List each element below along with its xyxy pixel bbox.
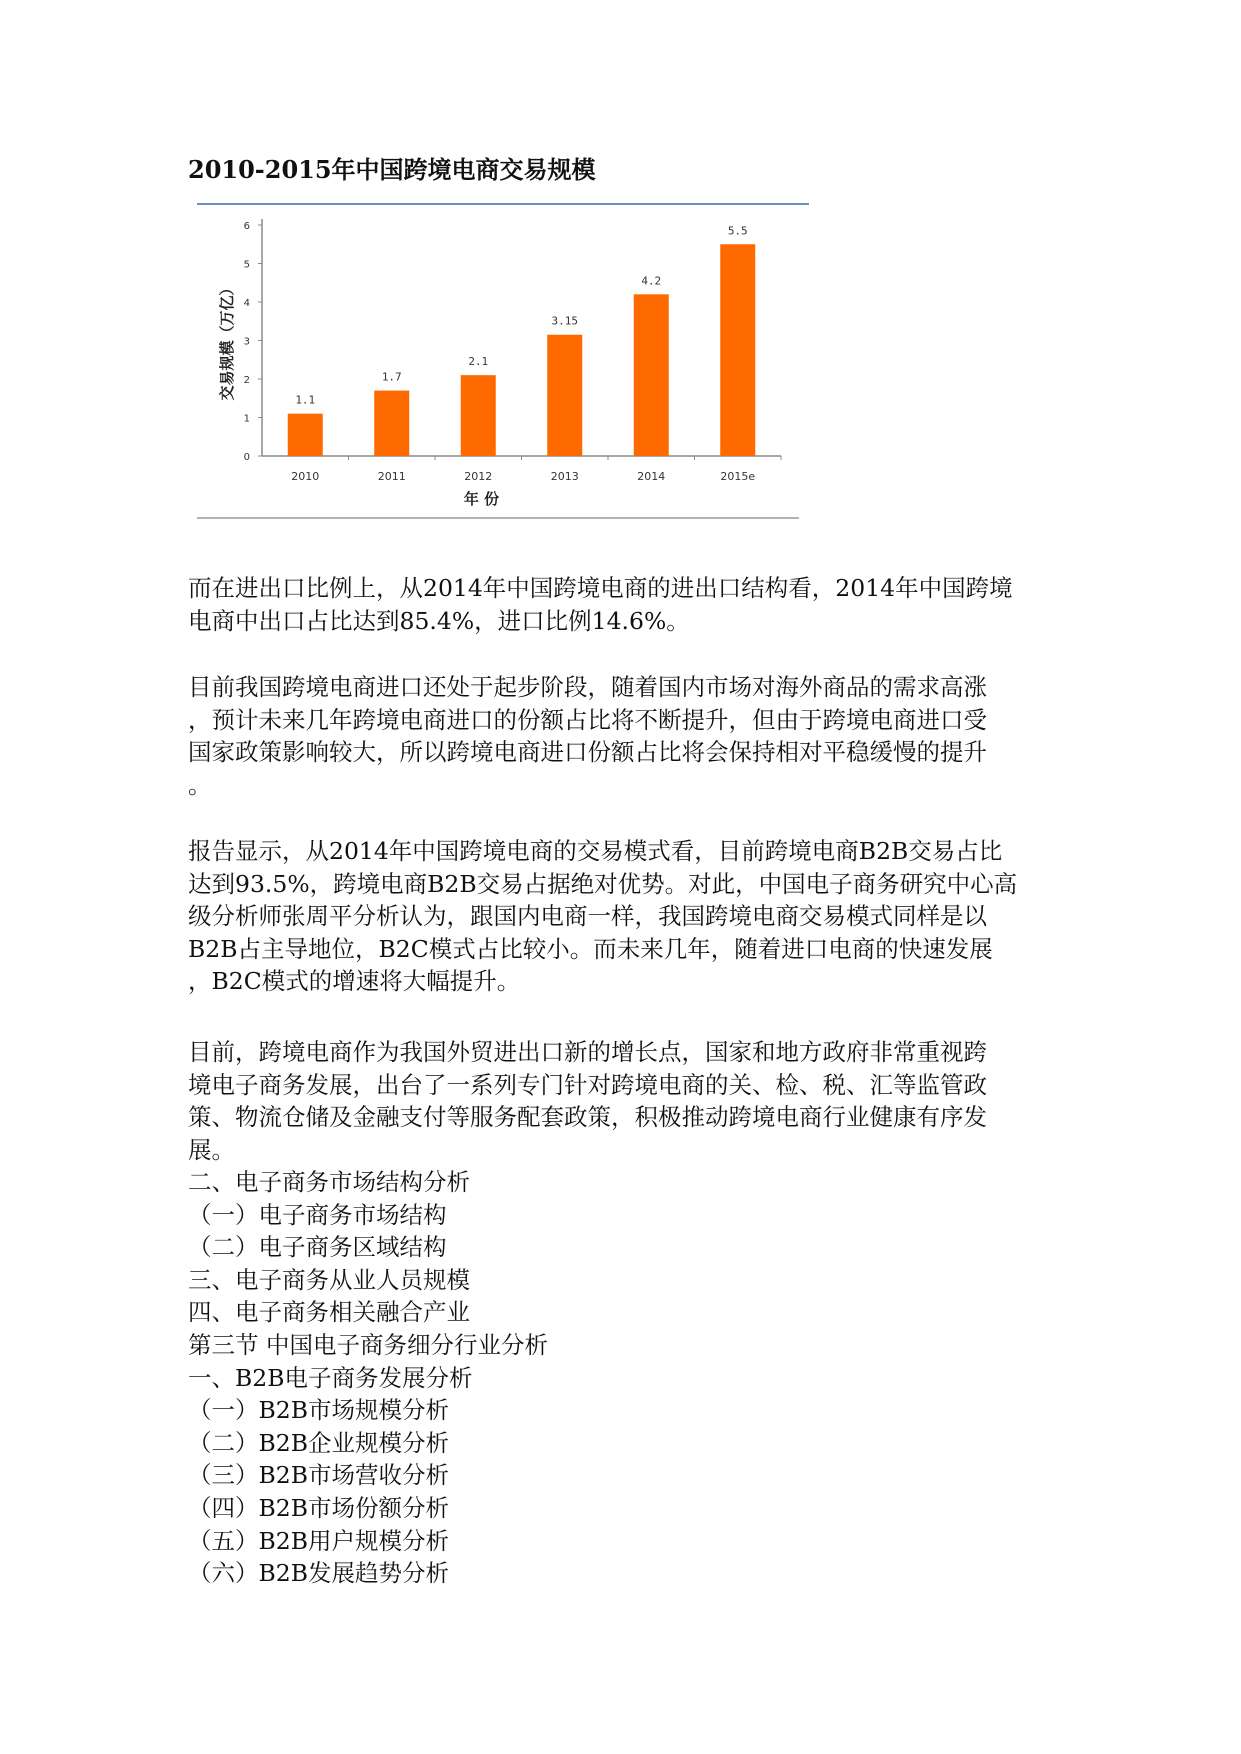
x-tick-label: 2011: [377, 470, 406, 483]
outline-item: 二、电子商务市场结构分析: [188, 1168, 470, 1196]
paragraph-line: 。: [188, 770, 212, 799]
bar-2011: [374, 391, 409, 456]
bar-data-label: 4.2: [641, 274, 662, 288]
outline-item: （四）B2B市场份额分析: [188, 1493, 449, 1522]
paragraph-3: [188, 835, 1068, 998]
paragraph-line: 展。: [188, 1135, 235, 1164]
x-tick-label: 2014: [637, 470, 666, 483]
paragraph-1: [188, 572, 1068, 637]
outline-item: 第三节 中国电子商务细分行业分析: [188, 1330, 548, 1359]
bar-2012: [461, 375, 496, 456]
y-tick-label: 2: [243, 375, 250, 386]
paragraph-line: ，预计未来几年跨境电商进口的份额占比将不断提升，但由于跨境电商进口受: [188, 705, 987, 734]
paragraph-line: 策、物流仓储及金融支付等服务配套政策，积极推动跨境电商行业健康有序发: [188, 1103, 987, 1131]
outline-item: （一）电子商务市场结构: [188, 1200, 447, 1229]
paragraph-line: 目前，跨境电商作为我国外贸进出口新的增长点，国家和地方政府非常重视跨: [188, 1038, 987, 1066]
outline-item: （一）B2B市场规模分析: [188, 1396, 449, 1425]
x-tick-label: 2015e: [720, 470, 756, 483]
outline-list: [188, 1166, 548, 1590]
paragraph-line: 境电子商务发展，出台了一系列专门针对跨境电商的关、检、税、汇等监管政: [188, 1070, 987, 1099]
bar-data-label: 1.7: [381, 370, 402, 384]
paragraph-line: B2B占主导地位，B2C模式占比较小。而未来几年，随着进口电商的快速发展: [188, 934, 993, 963]
bar-chart: [197, 203, 811, 520]
x-tick-label: 2012: [464, 470, 493, 483]
y-tick-label: 1: [243, 413, 250, 425]
bar-data-label: 3.15: [551, 314, 578, 328]
chart-title: 2010-2015年中国跨境电商交易规模: [188, 155, 596, 184]
bar-2013: [547, 335, 582, 456]
outline-item: （五）B2B用户规模分析: [188, 1526, 449, 1555]
paragraph-line: 电商中出口占比达到85.4%，进口比例14.6%。: [188, 606, 690, 635]
paragraph-line: 目前我国跨境电商进口还处于起步阶段，随着国内市场对海外商品的需求高涨: [188, 673, 987, 701]
outline-item: （六）B2B发展趋势分析: [188, 1559, 449, 1588]
y-tick-label: 6: [243, 221, 250, 232]
outline-item: 一、B2B电子商务发展分析: [188, 1363, 473, 1392]
y-tick-label: 0: [243, 452, 250, 463]
outline-item: 三、电子商务从业人员规模: [188, 1265, 470, 1294]
y-tick-label: 4: [243, 298, 250, 309]
x-tick-label: 2010: [291, 470, 320, 483]
paragraph-line: 国家政策影响较大，所以跨境电商进口份额占比将会保持相对平稳缓慢的提升: [188, 738, 987, 766]
paragraph-line: 而在进出口比例上，从2014年中国跨境电商的进出口结构看，2014年中国跨境: [188, 574, 1013, 602]
bar-2015e: [720, 244, 755, 456]
x-tick-label: 2013: [550, 470, 579, 483]
paragraph-line: 达到93.5%，跨境电商B2B交易占据绝对优势。对此，中国电子商务研究中心高: [188, 869, 1018, 898]
outline-item: 四、电子商务相关融合产业: [188, 1298, 470, 1327]
bar-2014: [634, 294, 669, 456]
paragraph-4: [188, 1036, 1068, 1166]
paragraph-line: 级分析师张周平分析认为，跟国内电商一样，我国跨境电商交易模式同样是以: [188, 902, 987, 930]
x-axis-title: 年 份: [463, 490, 500, 508]
outline-item: （二）电子商务区域结构: [188, 1233, 447, 1262]
y-tick-label: 5: [243, 259, 250, 271]
bar-data-label: 2.1: [468, 355, 489, 369]
outline-item: （二）B2B企业规模分析: [188, 1428, 449, 1457]
bar-2010: [288, 414, 323, 456]
paragraph-2: [188, 671, 1068, 801]
y-axis-title: 交易规模（万亿）: [218, 280, 236, 401]
bar-chart-svg: [197, 203, 811, 520]
bar-data-label: 5.5: [727, 224, 748, 238]
paragraph-line: 报告显示，从2014年中国跨境电商的交易模式看，目前跨境电商B2B交易占比: [188, 837, 1003, 865]
paragraph-line: ，B2C模式的增速将大幅提升。: [188, 967, 521, 995]
y-tick-label: 3: [243, 336, 250, 348]
outline-item: （三）B2B市场营收分析: [188, 1461, 449, 1490]
bar-data-label: 1.1: [295, 393, 316, 407]
